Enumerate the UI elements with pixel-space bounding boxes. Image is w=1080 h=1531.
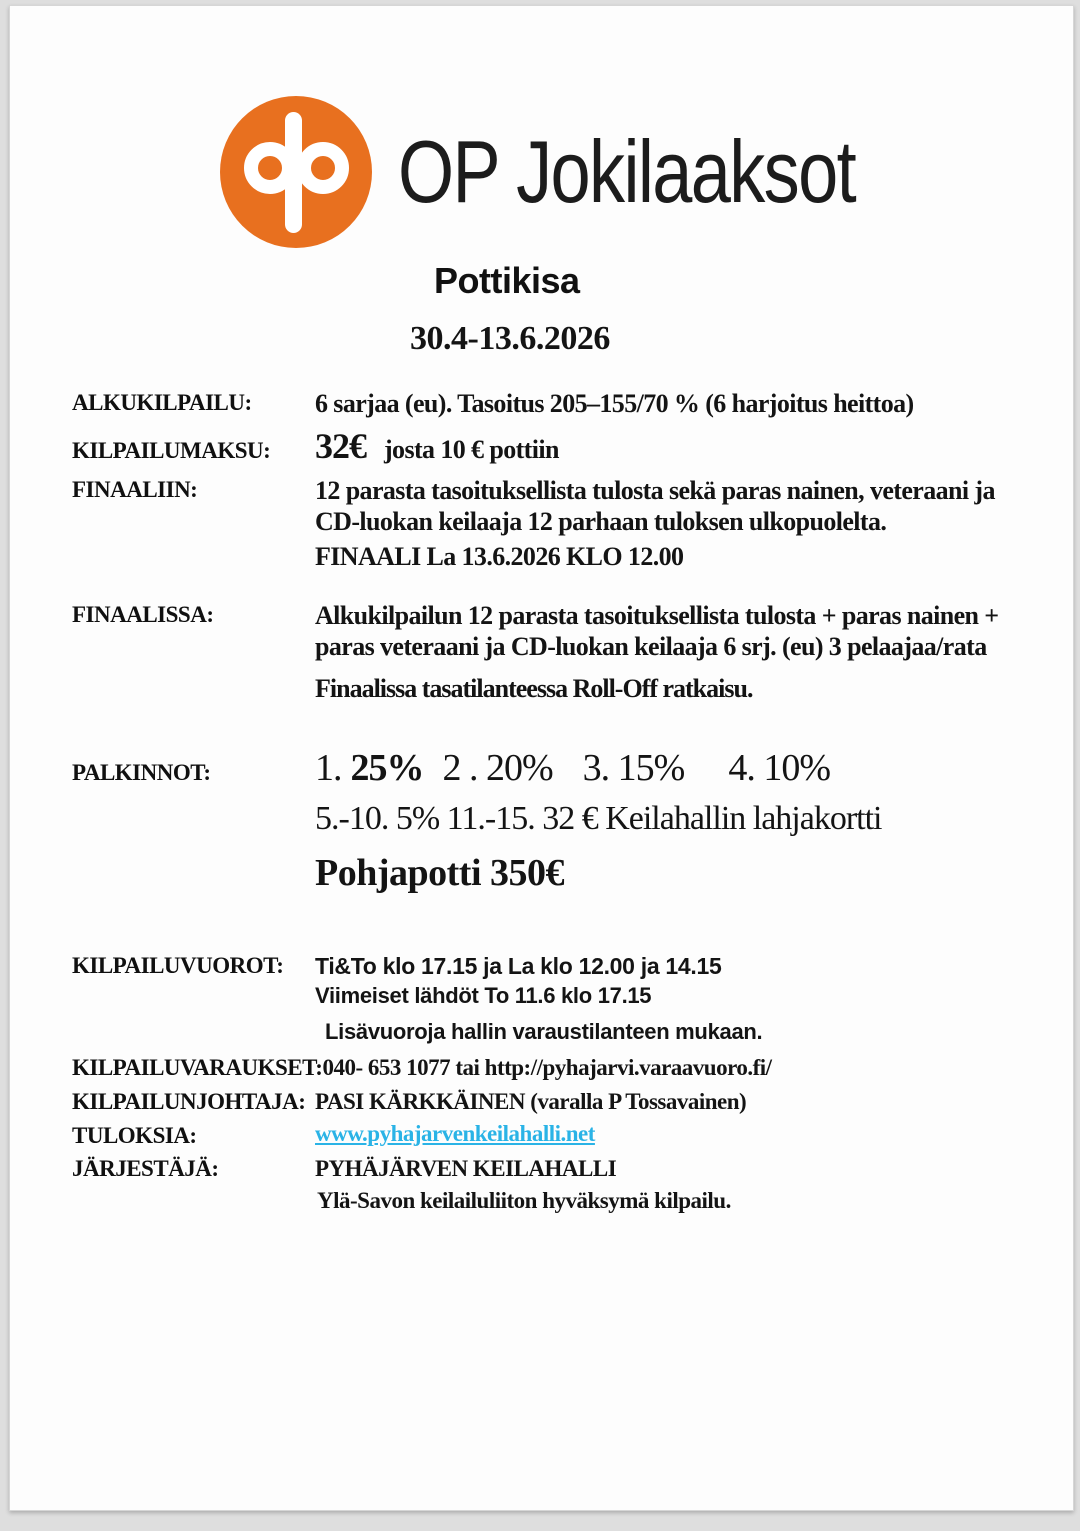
section-tuloksia [72,1121,1017,1149]
finaaliin-content [315,475,1017,572]
finaalissa-text: Alkukilpailun 12 parasta tasoituksellista tulosta + paras nainen + paras veteraani ja CD-luokan keilaaja 6 srj. (eu) 3 pelaajaa/rata [315,601,999,661]
finaalissa-content [315,600,1017,704]
kilpailunjohtaja-label: KILPAILUNJOHTAJA: [72,1089,306,1114]
organizer-name: PYHÄJÄRVEN KEILAHALLI [315,1156,617,1181]
section-palkinnot [72,746,1017,895]
tiebreak-rule: Finaalissa tasatilanteessa Roll-Off ratkaisu. [315,674,753,703]
flyer-content [10,6,1073,1214]
schedule-line-1: Ti&To klo 17.15 ja La klo 12.00 ja 14.15 [315,953,722,979]
entry-fee-note: josta 10 € pottiin [384,435,559,464]
kilpailumaksu-content [315,425,1017,467]
finaaliin-label: FINAALIIN: [72,477,198,502]
kilpailuvaraukset-label: KILPAILUVARAUKSET: [72,1055,323,1080]
kilpailuvuorot-content [315,951,1017,1045]
section-jarjestaja [72,1154,1017,1183]
prize-1-prefix: 1. [315,747,342,789]
tuloksia-content [315,1121,1017,1147]
jarjestaja-label: JÄRJESTÄJÄ: [72,1156,219,1181]
alkukilpailu-label: ALKUKILPAILU: [72,390,252,415]
entry-fee: 32€ [315,426,366,466]
palkinnot-content [315,746,1017,895]
prize-2: 2 . 20% [442,747,553,789]
final-event-line: FINAALI La 13.6.2026 KLO 12.00 [315,542,684,571]
kilpailumaksu-label: KILPAILUMAKSU: [72,438,271,463]
op-logo-icon [220,96,372,248]
booking-info: 040- 653 1077 tai http://pyhajarvi.varaavuoro.fi/ [322,1055,772,1080]
prize-3: 3. 15% [582,747,685,789]
section-finaalissa [72,600,1017,704]
prize-4: 4. 10% [728,747,830,789]
schedule-line-2: Viimeiset lähdöt To 11.6 klo 17.15 [315,983,652,1008]
section-kilpailumaksu [72,425,1017,467]
finaaliin-text: 12 parasta tasoituksellista tulosta sekä paras nainen, veteraani ja CD-luokan keilaaja 12 parhaan tuloksen ulkopuolelta. [315,476,995,536]
approval-note: Ylä-Savon keilailuliiton hyväksymä kilpailu. [317,1188,731,1213]
prize-percentages [315,746,1017,790]
alkukilpailu-text: 6 sarjaa (eu). Tasoitus 205–155/70 % (6 harjoitus heittoa) [315,389,914,418]
footer-note-spacer [72,1188,315,1190]
finaalissa-label: FINAALISSA: [72,602,214,627]
palkinnot-label: PALKINNOT: [72,760,211,785]
prize-1-value: 25% [350,747,424,789]
section-kilpailuvaraukset [72,1053,1017,1082]
kilpailuvuorot-label: KILPAILUVUOROT: [72,953,284,978]
section-alkukilpailu [72,388,1017,419]
competition-title: Pottikisa [434,260,580,301]
section-kilpailunjohtaja [72,1087,1017,1116]
tuloksia-label: TULOKSIA: [72,1123,197,1148]
competition-director: PASI KÄRKKÄINEN (varalla P Tossavainen) [315,1089,747,1114]
prize-places-5-15: 5.-10. 5% 11.-15. 32 € Keilahallin lahjakortti [315,800,882,837]
brand-header [220,96,1017,248]
base-pot: Pohjapotti 350€ [315,852,564,894]
document-page [9,5,1074,1511]
schedule-line-3: Lisävuoroja hallin varaustilanteen mukaan. [325,1019,763,1044]
section-kilpailuvuorot [72,951,1017,1045]
date-range: 30.4-13.6.2026 [410,320,610,357]
section-finaaliin [72,475,1017,572]
results-link[interactable]: www.pyhajarvenkeilahalli.net [315,1121,595,1146]
brand-name: OP Jokilaaksot [398,122,856,221]
section-footer-note [72,1188,1017,1214]
